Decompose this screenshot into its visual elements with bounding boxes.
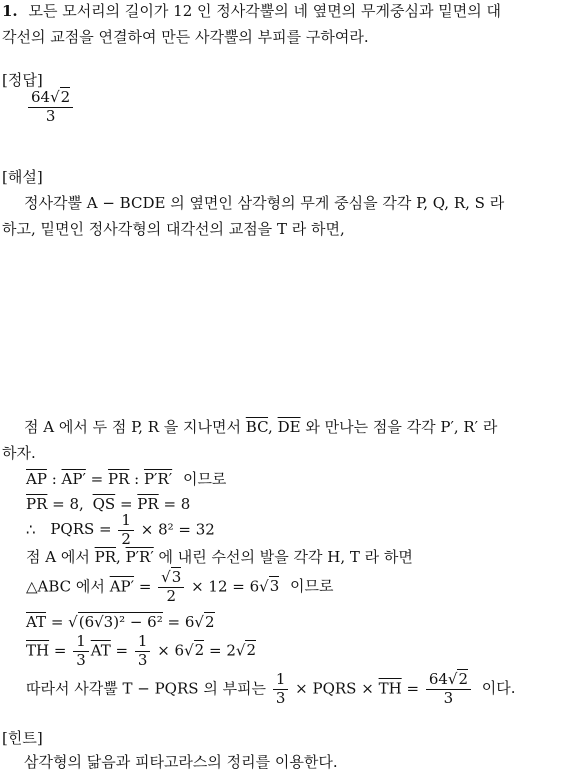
segment-de: $\overline{DE}$ (277, 418, 301, 436)
answer-coef: 64 (31, 88, 51, 106)
problem-number: 1. (2, 2, 18, 20)
figure-area (24, 268, 544, 408)
explanation-para2-line2: 하자. (2, 444, 36, 462)
hint-header: [힌트] (2, 729, 43, 747)
explanation-para1-line2: 하고, 밑면인 정사각형의 대각선의 교점을 T 라 하면, (2, 220, 345, 238)
problem-text-2: 각선의 교점을 연결하여 만든 사각뿔의 부피를 구하여라. (2, 28, 369, 46)
at-line: $\overline{AT} = √(6√3)^2 - 6^2 = 6√2$ (26, 613, 215, 631)
pqrs-line: ∴ PQRS = $\frac{1}{2}$ × 8² = 32 (26, 511, 215, 548)
foot-line: 점 A 에서 $\overline{PR}$, P′R′ 에 내린 수선의 발을 각각 H, T 라 하면 (26, 548, 413, 566)
hint-text: 삼각형의 닮음과 피타고라스의 정리를 이용한다. (24, 753, 338, 771)
pr-line: $\overline{PR} = 8$, $\overline{QS} = \overline{PR} = 8$ (26, 495, 191, 513)
triangle-line: △ABC 에서 AP′ = $\frac{√3}{2}$ × 12 = 6√3 이므로 (26, 568, 334, 605)
problem-line-2 (2, 30, 369, 45)
segment-bc: $\overline{BC}$ (245, 418, 269, 436)
th-line: $\overline{TH}$ = $\frac{1}{3}$ $\overline{AT}$ = $\frac{1}{3}$ × 6√2 = 2√2 (26, 632, 256, 669)
answer-fraction: $\frac{64√2}{3}$ (26, 90, 75, 125)
answer-denominator: 3 (45, 106, 56, 125)
final-line: 따라서 사각뿔 T − PQRS 의 부피는 $\frac{1}{3}$ × PQRS × $\overline{TH}$ = $\frac{64√2}{3}$ 이다. (26, 670, 516, 707)
problem-text-1: 모든 모서리의 길이가 12 인 정사각뿔의 네 옆면의 무게중심과 밑면의 대 (28, 2, 501, 20)
explanation-para2-line1: 점 A 에서 두 점 P, R 을 지나면서 $\overline{BC}$, $\overline{DE}$ 와 만나는 점을 각각 P′, R′ 라 (24, 418, 498, 436)
answer-radicand: 2 (60, 88, 71, 106)
answer-header: [정답] (2, 71, 43, 89)
problem-line-1 (2, 4, 501, 19)
explanation-header: [해설] (2, 168, 43, 186)
explanation-para1-line1: 정사각뿔 A − BCDE 의 옆면인 삼각형의 무게 중심을 각각 P, Q, R, S 라 (24, 194, 505, 212)
ratio-line: $\overline{AP}$ : $AP' = \overline{PR}$ : P′R′ 이므로 (26, 470, 227, 488)
